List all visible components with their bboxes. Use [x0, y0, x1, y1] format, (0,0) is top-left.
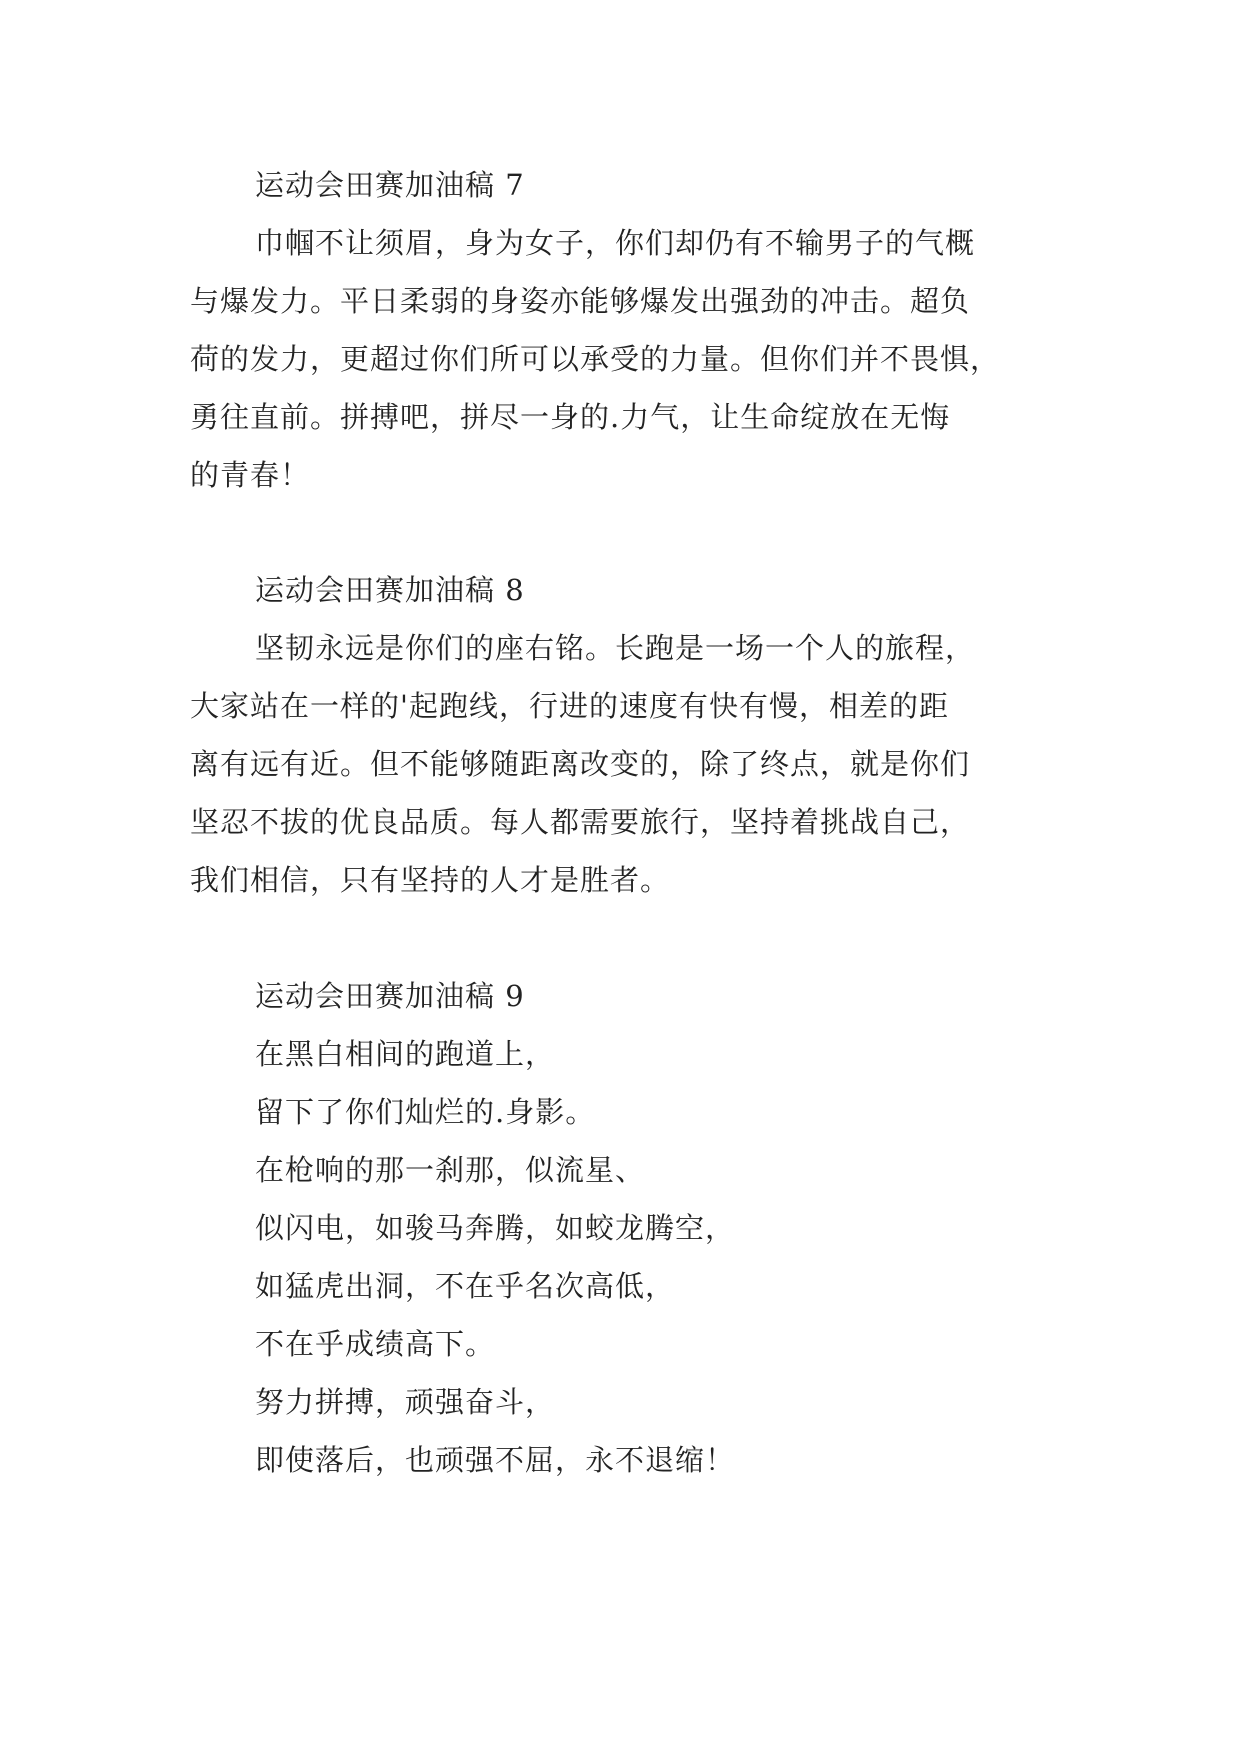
- poem-line: 在枪响的那一刹那，似流星、: [255, 1153, 646, 1187]
- poem-line: 不在乎成绩高下。: [255, 1327, 496, 1361]
- paragraph-line: 荷的发力，更超过你们所可以承受的力量。但你们并不畏惧，: [190, 342, 1001, 376]
- section-title: 运动会田赛加油稿 9: [255, 979, 525, 1013]
- poem-line: 似闪电，如骏马奔腾，如蛟龙腾空，: [255, 1211, 736, 1245]
- paragraph-line: 与爆发力。平日柔弱的身姿亦能够爆发出强劲的冲击。超负: [190, 284, 971, 318]
- paragraph-line: 巾帼不让须眉，身为女子，你们却仍有不输男子的气概: [255, 226, 976, 260]
- section-7: [190, 156, 1070, 504]
- paragraph-line: 我们相信，只有坚持的人才是胜者。: [190, 863, 671, 897]
- section-8: [190, 561, 1070, 909]
- paragraph-line: 离有远有近。但不能够随距离改变的，除了终点，就是你们: [190, 747, 971, 781]
- paragraph-line: 大家站在一样的'起跑线，行进的速度有快有慢，相差的距: [190, 689, 949, 723]
- section-title: 运动会田赛加油稿 7: [255, 168, 525, 202]
- paragraph-line: 坚韧永远是你们的座右铭。长跑是一场一个人的旅程，: [255, 631, 976, 665]
- poem-line: 留下了你们灿烂的.身影。: [255, 1095, 596, 1129]
- poem-line: 如猛虎出洞，不在乎名次高低，: [255, 1269, 676, 1303]
- section-9: [190, 967, 1070, 1489]
- poem-line: 即使落后，也顽强不屈，永不退缩！: [255, 1443, 736, 1477]
- paragraph-line: 勇往直前。拼搏吧，拼尽一身的.力气，让生命绽放在无悔: [190, 400, 951, 434]
- poem-line: 努力拼搏，顽强奋斗，: [255, 1385, 556, 1419]
- poem-line: 在黑白相间的跑道上，: [255, 1037, 556, 1071]
- paragraph-line: 的青春！: [190, 458, 311, 492]
- section-title: 运动会田赛加油稿 8: [255, 573, 525, 607]
- paragraph-line: 坚忍不拔的优良品质。每人都需要旅行，坚持着挑战自己，: [190, 805, 971, 839]
